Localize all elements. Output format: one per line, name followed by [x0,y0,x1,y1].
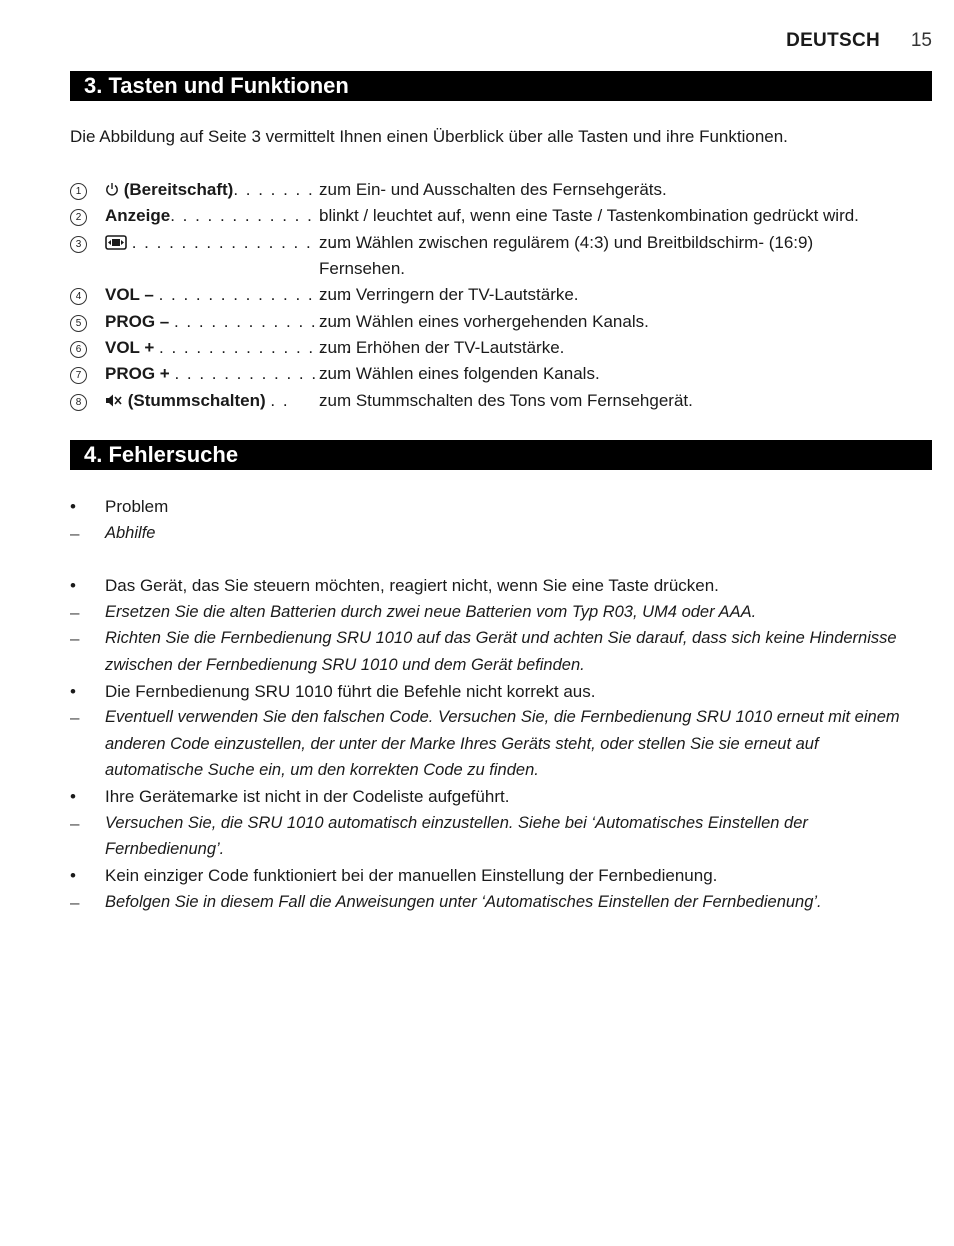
key-description: zum Wählen zwischen regulärem (4:3) und Breitbildschirm- (16:9) [319,233,814,252]
key-description: zum Erhöhen der TV-Lautstärke. [319,338,565,357]
dash: – [70,603,80,622]
item-number: 1 [70,183,87,200]
bullet: • [70,576,76,595]
leader-dots: . . . . . . . . . . . . . . . . [158,285,352,304]
section-title-fehlersuche: 4. Fehlersuche [70,440,932,470]
key-label: PROG + [105,364,170,383]
item-number: 2 [70,209,87,226]
item-number: 5 [70,315,87,332]
power-icon [105,182,119,197]
key-description: zum Verringern der TV-Lautstärke. [319,285,579,304]
key-row-mute [70,391,940,417]
key-description: zum Wählen eines folgenden Kanals. [319,364,600,383]
key-description: zum Stummschalten des Tons vom Fernsehgerät. [319,391,693,410]
item-number: 8 [70,394,87,411]
key-row-anzeige [70,206,940,232]
item-number: 4 [70,288,87,305]
key-row-prog-minus [70,312,940,338]
key-label: VOL + [105,338,155,357]
key-row-vol-plus [70,338,940,364]
bullet: • [70,787,76,806]
bullet: • [70,866,76,885]
dash: – [70,629,80,648]
leader-dots: . . . . . . . [233,180,315,199]
mute-icon [105,393,123,408]
key-description-continued: Fernsehen. [319,259,405,278]
key-row-prog-plus [70,364,940,390]
item-number: 3 [70,236,87,253]
leader-dots: . . . . . . . . . . . . . . . [170,206,351,225]
key-row-format [70,233,940,285]
leader-dots: . . . . . . . . . . . . . . [173,312,343,331]
bullet: • [70,682,76,701]
key-description: zum Wählen eines vorhergehenden Kanals. [319,312,649,331]
key-label: VOL – [105,285,154,304]
language-label: DEUTSCH [786,30,880,51]
key-label: (Bereitschaft) [123,180,234,199]
key-label: PROG – [105,312,170,331]
dash: – [70,708,80,727]
dash: – [70,814,80,833]
leader-dots: . . . . . . . . . . . . . . [174,364,343,383]
section-intro: Die Abbildung auf Seite 3 vermittelt Ihnen einen Überblick über alle Tasten und ihre Funktionen. [70,127,788,146]
key-description: zum Ein- und Ausschalten des Fernsehgeräts. [319,180,667,199]
widescreen-icon [105,235,127,250]
leader-dots: . . [270,391,290,410]
page-header [70,30,932,54]
leader-dots: . . . . . . . . . . . . . . . . . . . . [131,233,375,252]
section-title-tasten: 3. Tasten und Funktionen [70,71,932,101]
item-number: 7 [70,367,87,384]
page-number: 15 [910,30,932,51]
dash: – [70,893,80,912]
key-description: blinkt / leuchtet auf, wenn eine Taste / Tastenkombination gedrückt wird. [319,206,859,225]
leader-dots: . . . . . . . . . . . . . . . . [159,338,352,357]
key-row-standby [70,180,940,206]
key-label: Anzeige [105,206,171,225]
item-number: 6 [70,341,87,358]
key-label: (Stummschalten) [127,391,266,410]
bullet: • [70,497,76,516]
dash: – [70,524,80,543]
key-row-vol-minus [70,285,940,311]
